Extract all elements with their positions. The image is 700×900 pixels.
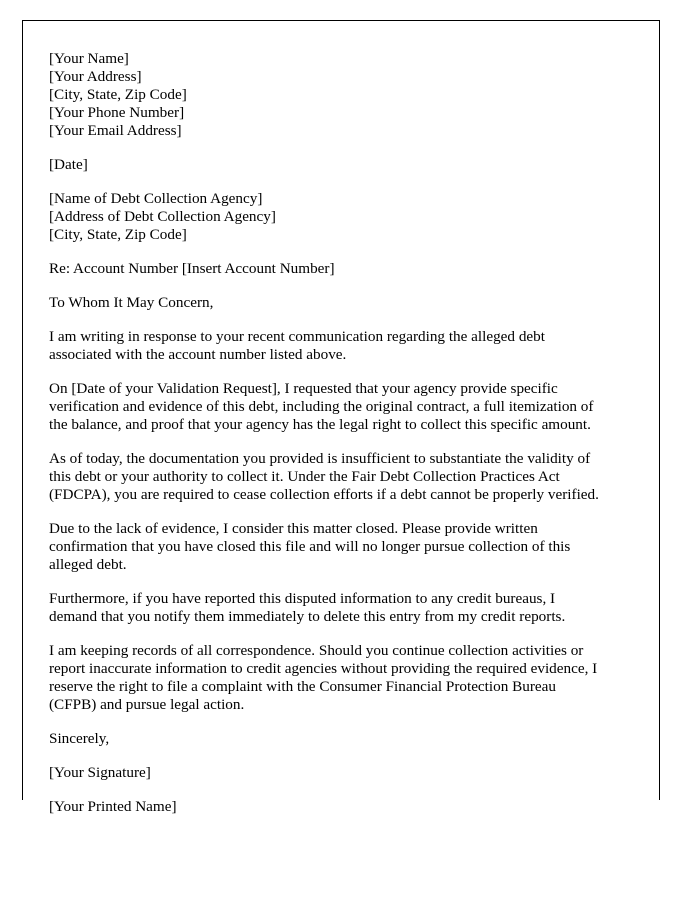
subject-line: Re: Account Number [Insert Account Number]: [49, 260, 335, 277]
paragraph-line: (FDCPA), you are required to cease collection efforts if a debt cannot be properly verified.: [49, 486, 599, 503]
paragraph-line: verification and evidence of this debt, including the original contract, a full itemization of: [49, 398, 594, 415]
salutation: To Whom It May Concern,: [49, 294, 214, 311]
letter-date: [Date]: [49, 156, 88, 173]
sender-name: [Your Name]: [49, 50, 129, 67]
paragraph-line: Furthermore, if you have reported this disputed information to any credit bureaus, I: [49, 590, 556, 607]
sender-phone: [Your Phone Number]: [49, 104, 185, 121]
paragraph: [49, 642, 639, 714]
recipient-address: [Address of Debt Collection Agency]: [49, 208, 276, 225]
recipient-address-block: [49, 190, 639, 244]
paragraph-line: confirmation that you have closed this file and will no longer pursue collection of this: [49, 538, 571, 555]
signature-block: [49, 764, 639, 782]
closing: Sincerely,: [49, 730, 110, 747]
paragraph-line: As of today, the documentation you provided is insufficient to substantiate the validity of: [49, 450, 591, 467]
paragraph: [49, 328, 639, 364]
printed-name-block: [49, 798, 639, 816]
paragraph-line: On [Date of your Validation Request], I requested that your agency provide specific: [49, 380, 558, 397]
sender-city-state-zip: [City, State, Zip Code]: [49, 86, 187, 103]
date-block: [49, 156, 639, 174]
salutation-block: [49, 294, 639, 312]
paragraph-line: (CFPB) and pursue legal action.: [49, 696, 245, 713]
subject-block: [49, 260, 639, 278]
paragraph-line: report inaccurate information to credit agencies without providing the required evidence, I: [49, 660, 598, 677]
paragraph: [49, 520, 639, 574]
signature: [Your Signature]: [49, 764, 151, 781]
paragraph-line: I am writing in response to your recent communication regarding the alleged debt: [49, 328, 545, 345]
paragraph-line: demand that you notify them immediately to delete this entry from my credit reports.: [49, 608, 566, 625]
paragraph: [49, 450, 639, 504]
paragraph-line: the balance, and proof that your agency has the legal right to collect this specific amount.: [49, 416, 591, 433]
sender-address: [Your Address]: [49, 68, 142, 85]
paragraph-line: Due to the lack of evidence, I consider this matter closed. Please provide written: [49, 520, 538, 537]
paragraph-line: this debt or your authority to collect it. Under the Fair Debt Collection Practices Act: [49, 468, 560, 485]
paragraph-line: reserve the right to file a complaint with the Consumer Financial Protection Bureau: [49, 678, 556, 695]
printed-name: [Your Printed Name]: [49, 798, 177, 815]
letter-body: [49, 50, 639, 832]
paragraph-line: associated with the account number listed above.: [49, 346, 347, 363]
recipient-name: [Name of Debt Collection Agency]: [49, 190, 263, 207]
paragraph-line: alleged debt.: [49, 556, 127, 573]
paragraph: [49, 380, 639, 434]
paragraph: [49, 590, 639, 626]
paragraph-line: I am keeping records of all correspondence. Should you continue collection activities or: [49, 642, 584, 659]
sender-email: [Your Email Address]: [49, 122, 182, 139]
letter-page: [22, 20, 660, 815]
recipient-city-state-zip: [City, State, Zip Code]: [49, 226, 187, 243]
closing-block: [49, 730, 639, 748]
sender-address-block: [49, 50, 639, 140]
